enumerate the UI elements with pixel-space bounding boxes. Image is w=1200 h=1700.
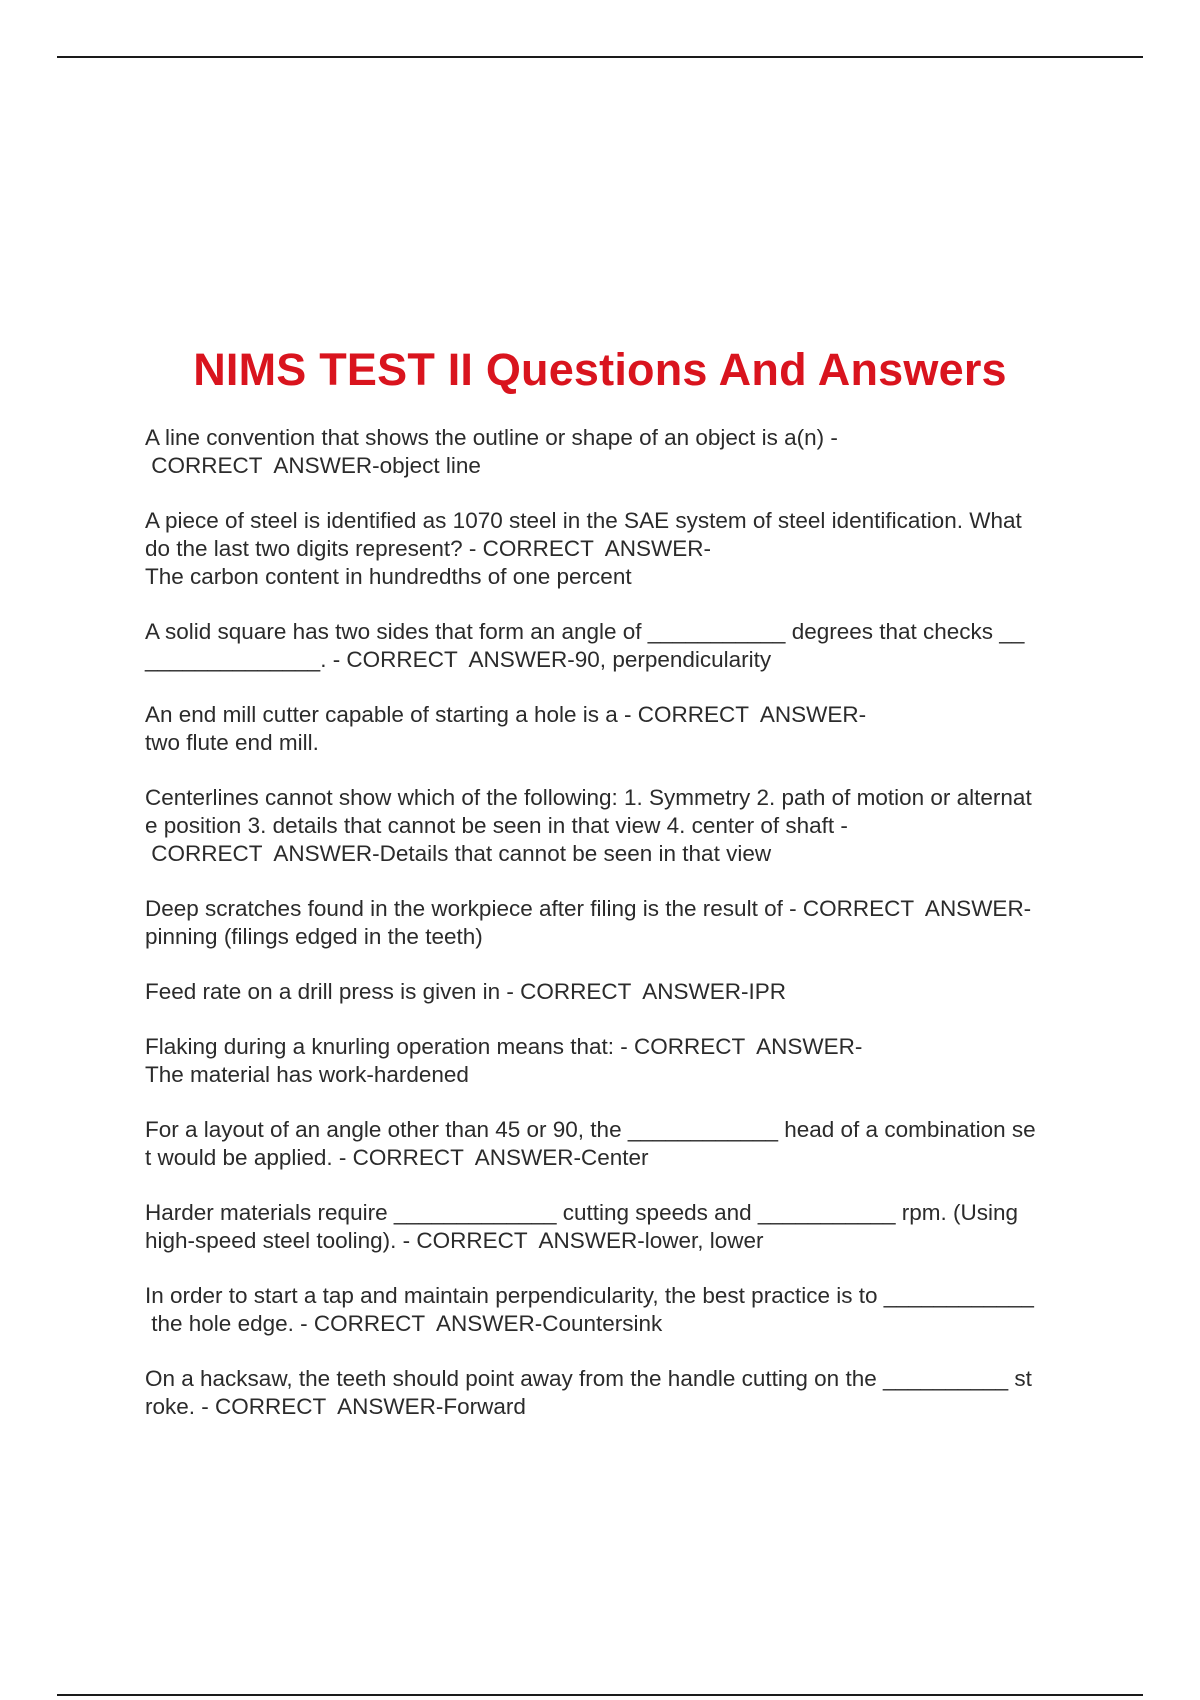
- qa-item-10: [145, 1199, 1090, 1255]
- qa-item-8: [145, 1033, 1090, 1089]
- qa-line: ______________. - CORRECT ANSWER-90, perpendicularity: [145, 647, 772, 672]
- qa-line: the hole edge. - CORRECT ANSWER-Countersink: [145, 1311, 663, 1336]
- qa-line: Feed rate on a drill press is given in - CORRECT ANSWER-IPR: [145, 979, 787, 1004]
- qa-item-2: [145, 507, 1090, 591]
- document-title: NIMS TEST II Questions And Answers: [193, 344, 1007, 396]
- qa-item-4: [145, 701, 1090, 757]
- qa-line: Harder materials require _____________ cutting speeds and ___________ rpm. (Using: [145, 1200, 1019, 1225]
- qa-line: For a layout of an angle other than 45 or 90, the ____________ head of a combination se: [145, 1117, 1036, 1142]
- bottom-rule: [57, 1694, 1143, 1696]
- qa-line: do the last two digits represent? - CORRECT ANSWER-: [145, 536, 712, 561]
- qa-list: [145, 424, 1090, 1448]
- qa-line: On a hacksaw, the teeth should point away from the handle cutting on the __________ st: [145, 1366, 1032, 1391]
- qa-line: The material has work-hardened: [145, 1062, 469, 1087]
- qa-line: An end mill cutter capable of starting a hole is a - CORRECT ANSWER-: [145, 702, 867, 727]
- qa-line: high-speed steel tooling). - CORRECT ANSWER-lower, lower: [145, 1228, 764, 1253]
- qa-item-9: [145, 1116, 1090, 1172]
- qa-item-12: [145, 1365, 1090, 1421]
- qa-item-3: [145, 618, 1090, 674]
- qa-line: Deep scratches found in the workpiece after filing is the result of - CORRECT ANSWER-: [145, 896, 1032, 921]
- qa-item-6: [145, 895, 1090, 951]
- qa-item-1: [145, 424, 1090, 480]
- qa-line: pinning (filings edged in the teeth): [145, 924, 483, 949]
- qa-line: two flute end mill.: [145, 730, 319, 755]
- qa-line: A piece of steel is identified as 1070 steel in the SAE system of steel identification. What: [145, 508, 1022, 533]
- qa-item-11: [145, 1282, 1090, 1338]
- qa-line: CORRECT ANSWER-object line: [145, 453, 481, 478]
- qa-line: In order to start a tap and maintain perpendicularity, the best practice is to ____________: [145, 1283, 1034, 1308]
- qa-line: t would be applied. - CORRECT ANSWER-Center: [145, 1145, 649, 1170]
- qa-line: The carbon content in hundredths of one percent: [145, 564, 632, 589]
- qa-line: Centerlines cannot show which of the following: 1. Symmetry 2. path of motion or alternat: [145, 785, 1032, 810]
- qa-line: A line convention that shows the outline or shape of an object is a(n) -: [145, 425, 838, 450]
- qa-item-7: [145, 978, 1090, 1006]
- qa-line: CORRECT ANSWER-Details that cannot be seen in that view: [145, 841, 772, 866]
- top-rule: [57, 56, 1143, 58]
- qa-line: A solid square has two sides that form an angle of ___________ degrees that checks __: [145, 619, 1025, 644]
- qa-line: Flaking during a knurling operation means that: - CORRECT ANSWER-: [145, 1034, 863, 1059]
- qa-item-5: [145, 784, 1090, 868]
- qa-line: roke. - CORRECT ANSWER-Forward: [145, 1394, 526, 1419]
- qa-line: e position 3. details that cannot be seen in that view 4. center of shaft -: [145, 813, 848, 838]
